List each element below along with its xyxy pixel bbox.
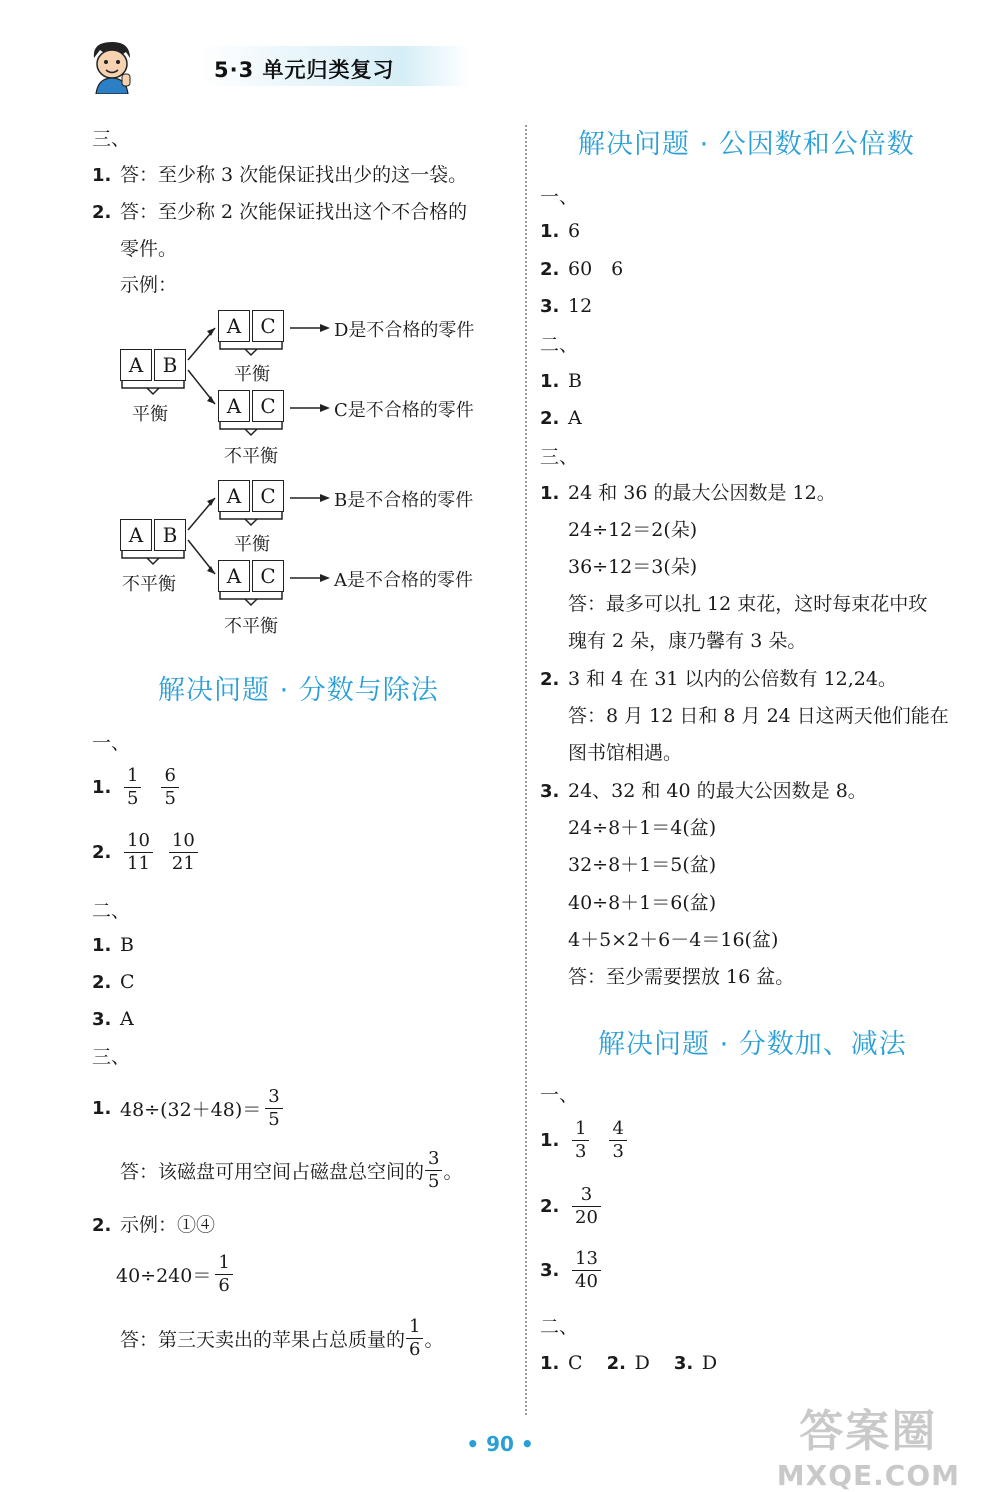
page-header — [80, 36, 420, 96]
answer-line: 40÷240＝ $\frac{1}{6}$ — [116, 1252, 237, 1297]
answer-line: 3. A — [92, 1008, 134, 1030]
section-label: 一、 — [540, 1084, 579, 1106]
box-b: B — [154, 349, 186, 381]
mascot-icon — [86, 38, 138, 94]
answer-line: 1. 48÷(32＋48)＝ $\frac{3}{5}$ — [92, 1086, 287, 1131]
answer-line: 图书馆相遇。 — [568, 742, 683, 764]
section-label: 一、 — [540, 186, 579, 208]
box-a: A — [120, 349, 152, 381]
fraction: $\frac{1}{6}$ — [406, 1316, 423, 1361]
answer-line: 1. $\frac{1}{5}$ $\frac{6}{5}$ — [92, 765, 183, 810]
answer-line: 32÷8＋1＝5(盆) — [568, 854, 717, 876]
answer-line: 2. 答：至少称 2 次能保证找出这个不合格的 — [92, 201, 468, 223]
answer-line: 1. 答：至少称 3 次能保证找出少的这一袋。 — [92, 164, 468, 186]
answer-line: 2. C — [92, 971, 135, 993]
result-label: C是不合格的零件 — [334, 400, 474, 421]
example-label: 示例： — [120, 274, 178, 296]
answer-line: 2. 示例：①④ — [92, 1214, 216, 1236]
header-title: 5·3 单元归类复习 — [214, 58, 395, 82]
unbalance-label: 不平衡 — [122, 574, 176, 595]
answer-line: 3. $\frac{13}{40}$ — [540, 1248, 605, 1293]
fraction: $\frac{3}{5}$ — [265, 1086, 282, 1131]
fraction: $\frac{13}{40}$ — [572, 1248, 601, 1293]
column-divider — [525, 125, 527, 1415]
answer-line: 40÷8＋1＝6(盆) — [568, 892, 717, 914]
answer-line: 2. A — [540, 407, 582, 429]
answer-line: 24÷12＝2(朵) — [568, 519, 698, 541]
balance-label: 平衡 — [234, 364, 270, 385]
section-title: 解决问题 · 分数与除法 — [158, 675, 439, 706]
box-c: C — [252, 480, 284, 512]
unbalance-label: 不平衡 — [224, 446, 278, 467]
answer-line: 4＋5×2＋6－4＝16(盆) — [568, 929, 779, 951]
answer-line: 1. B — [92, 934, 134, 956]
section-label: 三、 — [540, 446, 579, 468]
result-label: B是不合格的零件 — [334, 490, 474, 511]
section-label: 二、 — [540, 334, 579, 356]
answer-line: 答：8 月 12 日和 8 月 24 日这两天他们能在 — [568, 705, 949, 727]
fraction: $\frac{1}{3}$ — [572, 1118, 589, 1163]
page-number: • 90 • — [466, 1432, 534, 1456]
section-label: 三、 — [92, 1046, 131, 1068]
result-label: D是不合格的零件 — [334, 320, 475, 341]
balance-label: 平衡 — [132, 404, 168, 425]
section-label: 三、 — [92, 128, 131, 150]
fraction: $\frac{3}{20}$ — [572, 1184, 601, 1229]
answer-line: 答：该磁盘可用空间占磁盘总空间的 $\frac{3}{5}$ 。 — [120, 1148, 463, 1192]
answer-line: 2. 3 和 4 在 31 以内的公倍数有 12,24。 — [540, 668, 897, 690]
balance-diagram — [0, 300, 525, 660]
fraction: $\frac{3}{5}$ — [425, 1148, 442, 1193]
answer-line: 2. $\frac{3}{20}$ — [540, 1184, 605, 1229]
answer-line: 答：至少需要摆放 16 盆。 — [568, 966, 795, 988]
answer-line: 答：第三天卖出的苹果占总质量的 $\frac{1}{6}$ 。 — [120, 1316, 444, 1360]
answer-line: 1. 6 — [540, 220, 581, 242]
fraction: $\frac{6}{5}$ — [161, 765, 178, 810]
box-a: A — [218, 310, 250, 342]
answer-line: 瑰有 2 朵，康乃馨有 3 朵。 — [568, 630, 807, 652]
answer-line: 1. 24 和 36 的最大公因数是 12。 — [540, 482, 836, 504]
answer-line: 1. B — [540, 370, 582, 392]
answer-line: 2. $\frac{10}{11}$ $\frac{10}{21}$ — [92, 830, 202, 875]
answer-line: 1. $\frac{1}{3}$ $\frac{4}{3}$ — [540, 1118, 631, 1163]
unbalance-label: 不平衡 — [224, 616, 278, 637]
watermark: 答案圈 MXQE.COM — [776, 1406, 960, 1492]
box-a: A — [218, 390, 250, 422]
section-title: 解决问题 · 分数加、减法 — [598, 1029, 907, 1060]
answer-line: 36÷12＝3(朵) — [568, 556, 698, 578]
fraction: $\frac{10}{11}$ — [124, 830, 153, 875]
section-label: 二、 — [92, 900, 131, 922]
fraction: $\frac{1}{6}$ — [215, 1252, 232, 1297]
box-a: A — [218, 480, 250, 512]
answer-line: 答：最多可以扎 12 束花，这时每束花中玫 — [568, 593, 928, 615]
box-b: B — [154, 519, 186, 551]
fraction: $\frac{10}{21}$ — [169, 830, 198, 875]
fraction: $\frac{4}{3}$ — [609, 1118, 626, 1163]
answer-line: 1. C 2. D 3. D — [540, 1352, 718, 1374]
box-c: C — [252, 390, 284, 422]
answer-line: 零件。 — [120, 238, 178, 260]
result-label: A是不合格的零件 — [334, 570, 473, 591]
answer-line: 3. 24、32 和 40 的最大公因数是 8。 — [540, 780, 867, 802]
box-c: C — [252, 310, 284, 342]
answer-line: 24÷8＋1＝4(盆) — [568, 817, 717, 839]
answer-line: 3. 12 — [540, 295, 593, 317]
box-c: C — [252, 560, 284, 592]
balance-label: 平衡 — [234, 534, 270, 555]
box-a: A — [218, 560, 250, 592]
box-a: A — [120, 519, 152, 551]
section-label: 二、 — [540, 1316, 579, 1338]
answer-line: 2. 60 6 — [540, 258, 624, 280]
section-label: 一、 — [92, 732, 131, 754]
fraction: $\frac{1}{5}$ — [124, 765, 141, 810]
section-title: 解决问题 · 公因数和公倍数 — [578, 129, 915, 160]
